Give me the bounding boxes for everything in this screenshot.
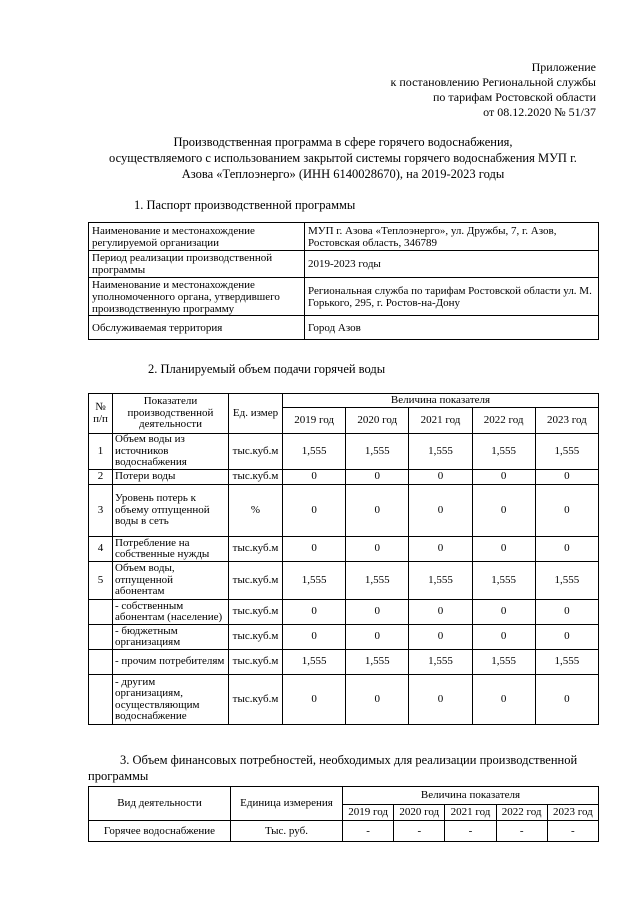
- row-value: 0: [535, 537, 598, 562]
- table-row: [89, 434, 599, 470]
- passport-label: Наименование и местонахождение регулируемой организации: [89, 223, 305, 251]
- row-value: 0: [535, 485, 598, 537]
- row-num: 3: [89, 485, 113, 537]
- row-value: 1,555: [535, 434, 598, 470]
- row-value: 0: [283, 625, 346, 650]
- row-label: Потребление на собственные нужды: [113, 537, 229, 562]
- row-value: 0: [535, 625, 598, 650]
- header-activity: Вид деятельности: [89, 787, 231, 821]
- section1-heading: 1. Паспорт производственной программы: [134, 198, 356, 212]
- passport-value: 2019-2023 годы: [305, 251, 599, 278]
- row-value: 0: [472, 537, 535, 562]
- row-unit: тыс.куб.м: [229, 650, 283, 675]
- table-row: [89, 470, 599, 485]
- row-unit: тыс.куб.м: [229, 625, 283, 650]
- row-value: 0: [472, 675, 535, 725]
- row-value: -: [496, 821, 547, 842]
- row-value: 1,555: [535, 650, 598, 675]
- row-label: Объем воды, отпущенной абонентам: [113, 562, 229, 600]
- row-value: 1,555: [472, 562, 535, 600]
- row-value: 0: [409, 675, 472, 725]
- row-unit: тыс.куб.м: [229, 537, 283, 562]
- passport-table: [88, 222, 599, 340]
- row-label: Объем воды из источников водоснабжения: [113, 434, 229, 470]
- passport-label: Период реализации производственной программы: [89, 251, 305, 278]
- row-value: 0: [283, 485, 346, 537]
- title-line: осуществляемого с использованием закрытой системы горячего водоснабжения МУП г.: [109, 151, 577, 165]
- row-value: 0: [283, 600, 346, 625]
- title-line: Азова «Теплоэнерго» (ИНН 6140028670), на 2019-2023 годы: [181, 167, 505, 181]
- row-value: 1,555: [283, 434, 346, 470]
- row-value: 1,555: [535, 562, 598, 600]
- table-header-row: [89, 787, 599, 805]
- row-value: 0: [283, 470, 346, 485]
- table-row: [89, 223, 599, 251]
- appendix-line: от 08.12.2020 № 51/37: [483, 105, 596, 119]
- section2-heading: 2. Планируемый объем подачи горячей воды: [148, 362, 386, 376]
- row-label: - прочим потребителям: [113, 650, 229, 675]
- passport-label: Обслуживаемая территория: [89, 316, 305, 340]
- row-value: 1,555: [346, 434, 409, 470]
- row-value: 1,555: [409, 434, 472, 470]
- row-num: 5: [89, 562, 113, 600]
- row-value: 0: [346, 485, 409, 537]
- row-value: -: [547, 821, 598, 842]
- year-header: 2019 год: [343, 805, 394, 821]
- row-num: 2: [89, 470, 113, 485]
- row-value: 0: [346, 625, 409, 650]
- row-activity: Горячее водоснабжение: [89, 821, 231, 842]
- row-value: 0: [472, 470, 535, 485]
- table-row: [89, 675, 599, 725]
- row-num: 1: [89, 434, 113, 470]
- year-header: 2021 год: [409, 408, 472, 434]
- table-row: [89, 821, 599, 842]
- row-unit: тыс.куб.м: [229, 675, 283, 725]
- row-value: 0: [346, 600, 409, 625]
- document-title: [88, 134, 598, 182]
- row-value: 0: [472, 600, 535, 625]
- header-unit: Ед. измер: [229, 394, 283, 434]
- header-value: Величина показателя: [283, 394, 599, 408]
- row-value: 0: [535, 470, 598, 485]
- financial-needs-table: [88, 786, 599, 842]
- row-value: -: [343, 821, 394, 842]
- year-header: 2020 год: [346, 408, 409, 434]
- row-value: -: [445, 821, 496, 842]
- row-unit: Тыс. руб.: [231, 821, 343, 842]
- table-row: [89, 562, 599, 600]
- row-value: 1,555: [346, 562, 409, 600]
- row-num: [89, 650, 113, 675]
- row-value: 1,555: [409, 650, 472, 675]
- year-header: 2019 год: [283, 408, 346, 434]
- year-header: 2022 год: [472, 408, 535, 434]
- year-header: 2023 год: [547, 805, 598, 821]
- row-label: - собственным абонентам (население): [113, 600, 229, 625]
- row-value: 0: [535, 675, 598, 725]
- row-value: 0: [409, 600, 472, 625]
- passport-value: Региональная служба по тарифам Ростовской области ул. М. Горького, 295, г. Ростов-на-Дону: [305, 278, 599, 316]
- title-line: Производственная программа в сфере горячего водоснабжения,: [173, 135, 513, 149]
- appendix-line: по тарифам Ростовской области: [432, 90, 596, 104]
- row-value: 0: [346, 675, 409, 725]
- passport-label: Наименование и местонахождение уполномоченного органа, утвердившего производственную программу: [89, 278, 305, 316]
- row-value: 1,555: [472, 434, 535, 470]
- row-value: 0: [409, 537, 472, 562]
- row-num: [89, 600, 113, 625]
- table-row: [89, 625, 599, 650]
- table-row: [89, 485, 599, 537]
- year-header: 2023 год: [535, 408, 598, 434]
- header-unit: Единица измерения: [231, 787, 343, 821]
- year-header: 2021 год: [445, 805, 496, 821]
- header-num: № п/п: [89, 394, 113, 434]
- row-unit: тыс.куб.м: [229, 434, 283, 470]
- header-indicator: Показатели производственной деятельности: [113, 394, 229, 434]
- table-row: [89, 251, 599, 278]
- table-row: [89, 278, 599, 316]
- row-value: 0: [472, 485, 535, 537]
- row-value: 0: [409, 485, 472, 537]
- row-label: - бюджетным организациям: [113, 625, 229, 650]
- row-value: 0: [472, 625, 535, 650]
- row-value: 0: [283, 675, 346, 725]
- row-value: 0: [283, 537, 346, 562]
- passport-value: Город Азов: [305, 316, 599, 340]
- row-value: 1,555: [409, 562, 472, 600]
- row-value: 1,555: [283, 650, 346, 675]
- appendix-line: Приложение: [531, 60, 596, 74]
- row-value: 1,555: [283, 562, 346, 600]
- table-row: [89, 650, 599, 675]
- row-unit: тыс.куб.м: [229, 470, 283, 485]
- table-row: [89, 537, 599, 562]
- table-header-row: [89, 394, 599, 408]
- row-num: [89, 625, 113, 650]
- row-label: - другим организациям, осуществляющим водоснабжение: [113, 675, 229, 725]
- row-value: -: [394, 821, 445, 842]
- section3-heading: 3. Объем финансовых потребностей, необходимых для реализации производственной программы: [88, 753, 578, 783]
- table-row: [89, 316, 599, 340]
- row-value: 0: [535, 600, 598, 625]
- row-num: 4: [89, 537, 113, 562]
- appendix-line: к постановлению Региональной службы: [390, 75, 596, 89]
- row-value: 1,555: [346, 650, 409, 675]
- row-value: 0: [409, 470, 472, 485]
- appendix-header: [391, 60, 596, 120]
- passport-value: МУП г. Азова «Теплоэнерго», ул. Дружбы, 7, г. Азов, Ростовская область, 346789: [305, 223, 599, 251]
- header-value: Величина показателя: [343, 787, 599, 805]
- row-value: 0: [346, 537, 409, 562]
- year-header: 2022 год: [496, 805, 547, 821]
- row-num: [89, 675, 113, 725]
- row-unit: %: [229, 485, 283, 537]
- table-row: [89, 600, 599, 625]
- row-unit: тыс.куб.м: [229, 600, 283, 625]
- row-value: 0: [346, 470, 409, 485]
- year-header: 2020 год: [394, 805, 445, 821]
- row-value: 0: [409, 625, 472, 650]
- row-label: Потери воды: [113, 470, 229, 485]
- row-value: 1,555: [472, 650, 535, 675]
- row-unit: тыс.куб.м: [229, 562, 283, 600]
- water-supply-table: [88, 393, 599, 725]
- row-label: Уровень потерь к объему отпущенной воды в сеть: [113, 485, 229, 537]
